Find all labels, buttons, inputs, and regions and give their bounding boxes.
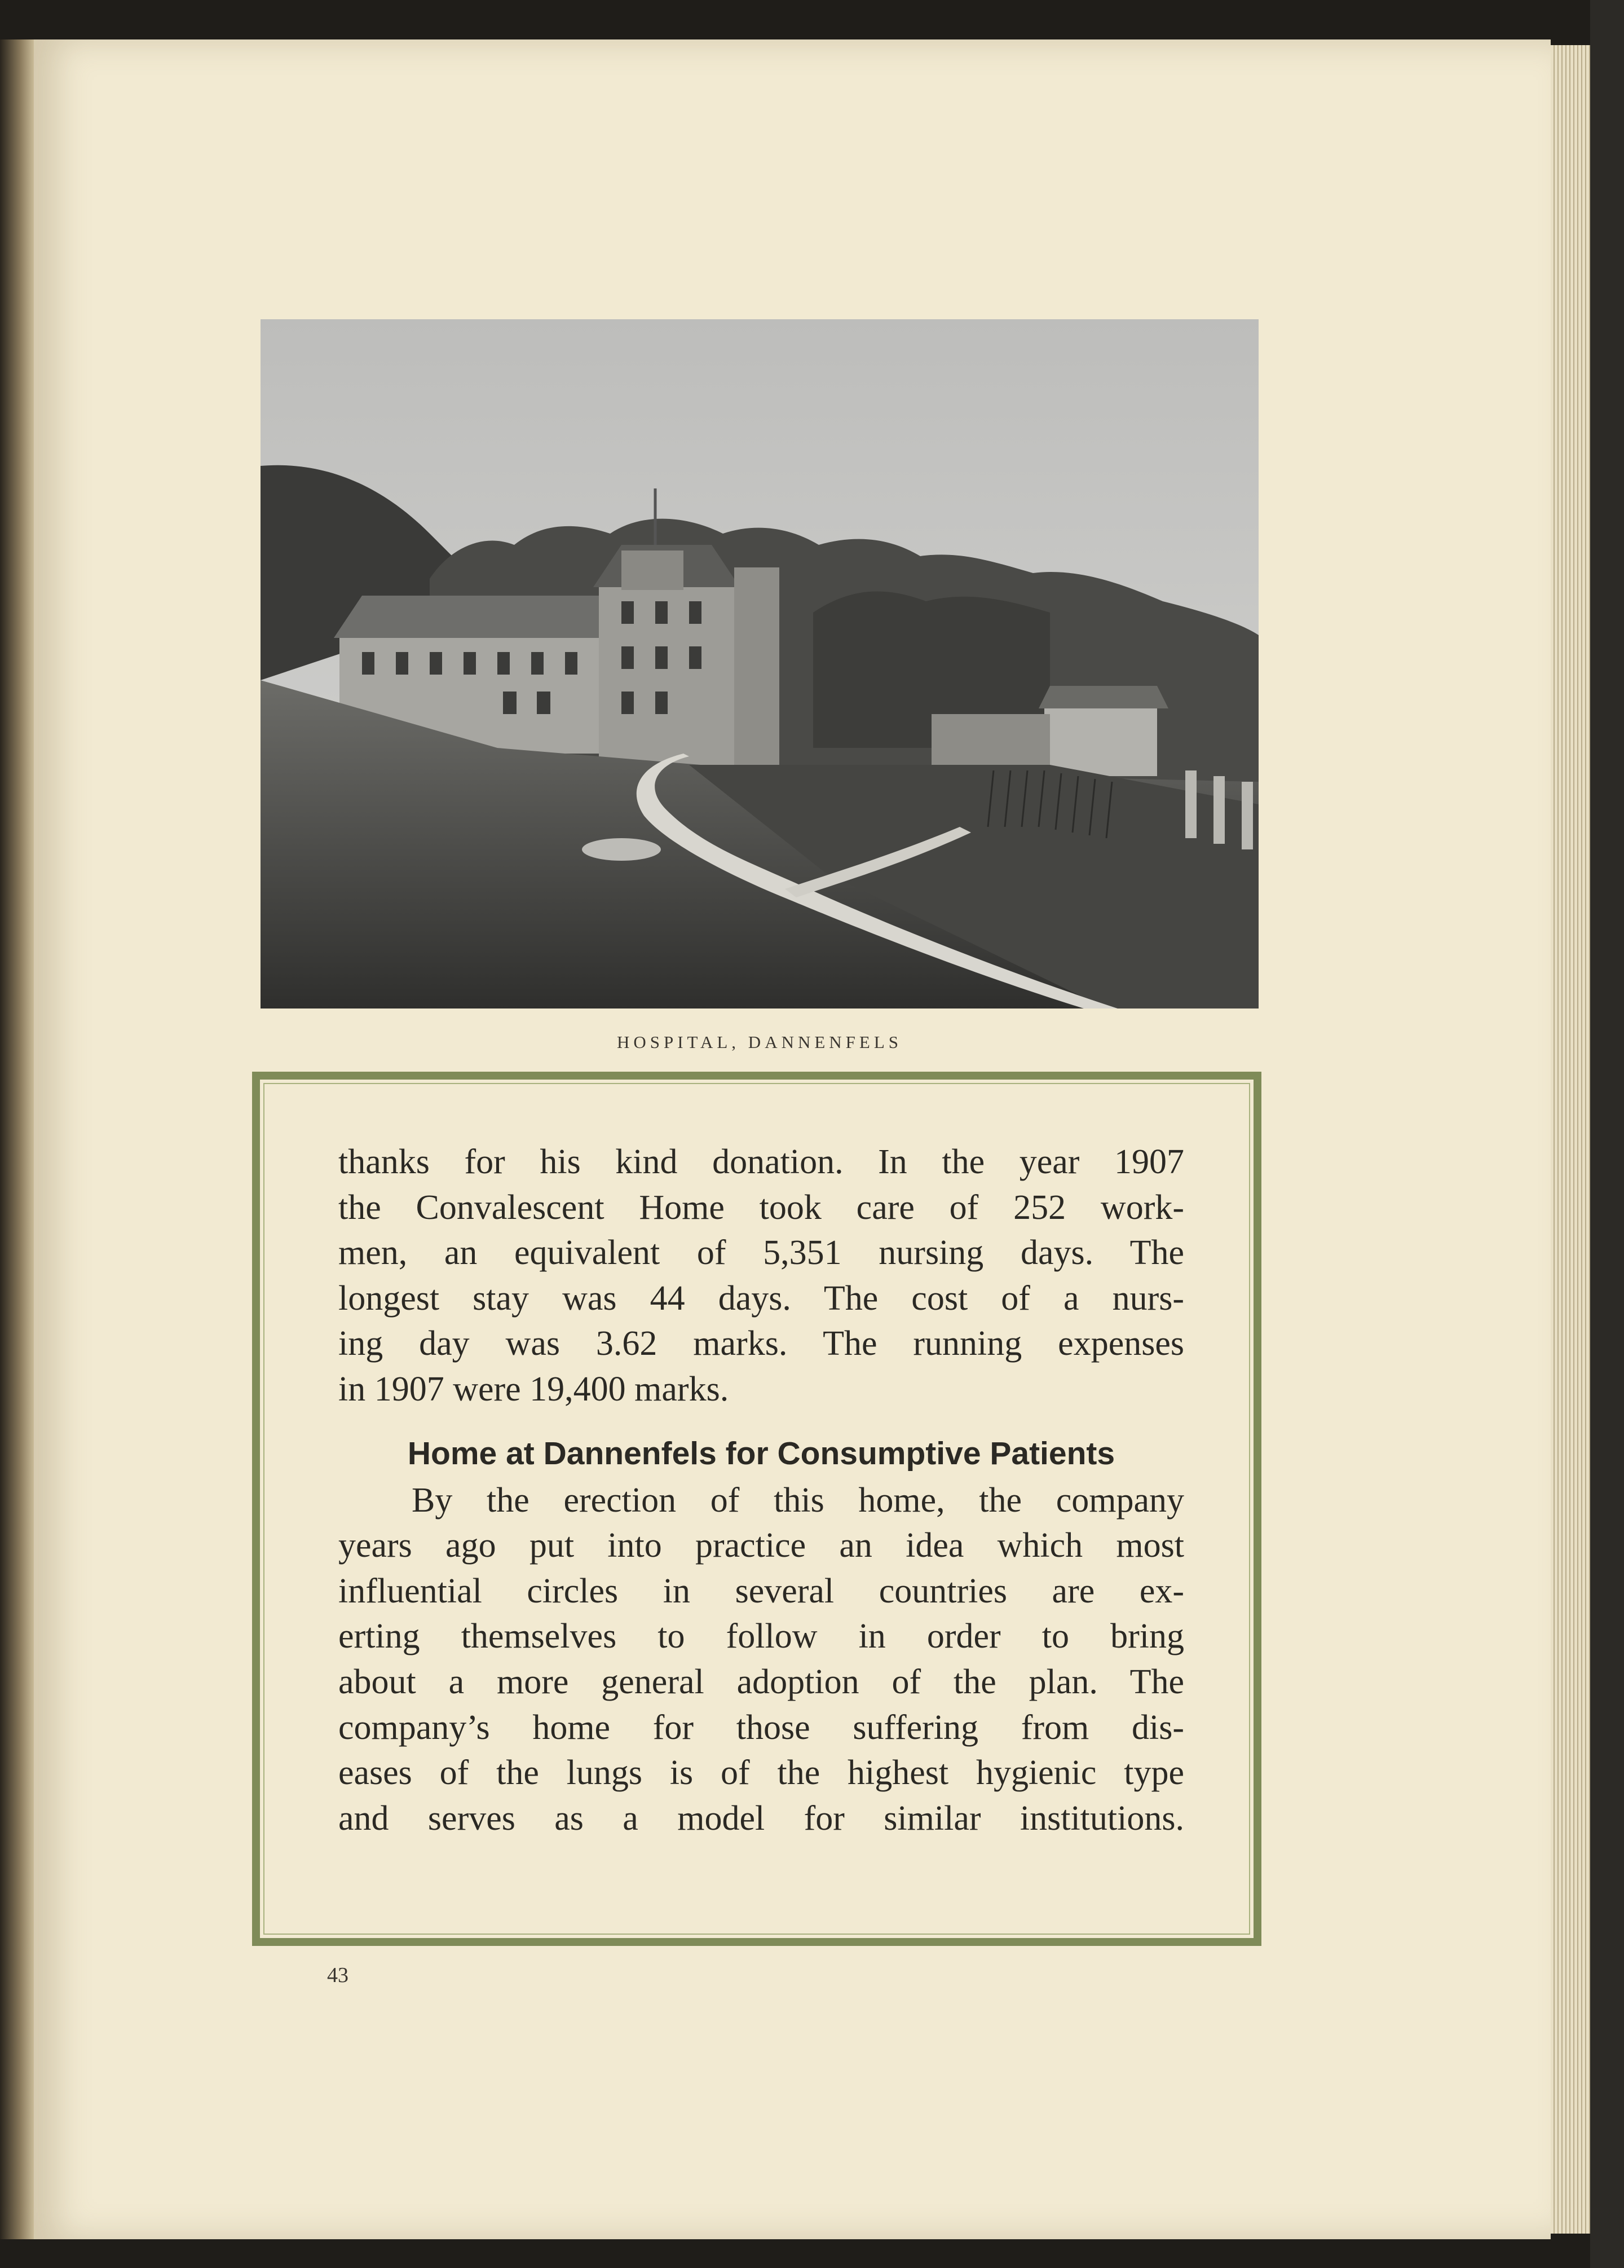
paragraph-convalescent-home [338,1139,1184,1412]
text-line: about a more general adoption of the plan. The [338,1662,1184,1701]
book-cover-board [1590,0,1624,2268]
body-text [338,1139,1184,1841]
text-line: By the erection of this home, the company [412,1481,1184,1520]
text-line: and serves as a model for similar institutions. [338,1799,1184,1838]
text-line: influential circles in several countries are ex- [338,1571,1184,1610]
paragraph-consumptive-home [338,1478,1184,1842]
text-line: erting themselves to follow in order to bring [338,1617,1184,1656]
photo-caption: HOSPITAL, DANNENFELS [616,1032,903,1052]
text-line: longest stay was 44 days. The cost of a nurs- [338,1279,1184,1318]
page-number: 43 [327,1963,348,1987]
text-line: the Convalescent Home took care of 252 work- [338,1188,1184,1227]
text-line: years ago put into practice an idea which most [338,1526,1184,1565]
hospital-photo-drawing [261,319,1259,1009]
text-line: thanks for his kind donation. In the year 1907 [338,1143,1184,1181]
text-line: eases of the lungs is of the highest hygienic type [338,1754,1184,1793]
page-edges [1551,45,1590,2234]
book-gutter [0,39,34,2239]
text-line: company’s home for those suffering from dis- [338,1708,1184,1747]
text-line: men, an equivalent of 5,351 nursing days. The [338,1234,1184,1272]
text-line: ing day was 3.62 marks. The running expenses [338,1324,1184,1363]
section-heading: Home at Dannenfels for Consumptive Patients [407,1435,1115,1472]
hospital-photograph [261,319,1259,1009]
text-line: in 1907 were 19,400 marks. [338,1369,729,1408]
